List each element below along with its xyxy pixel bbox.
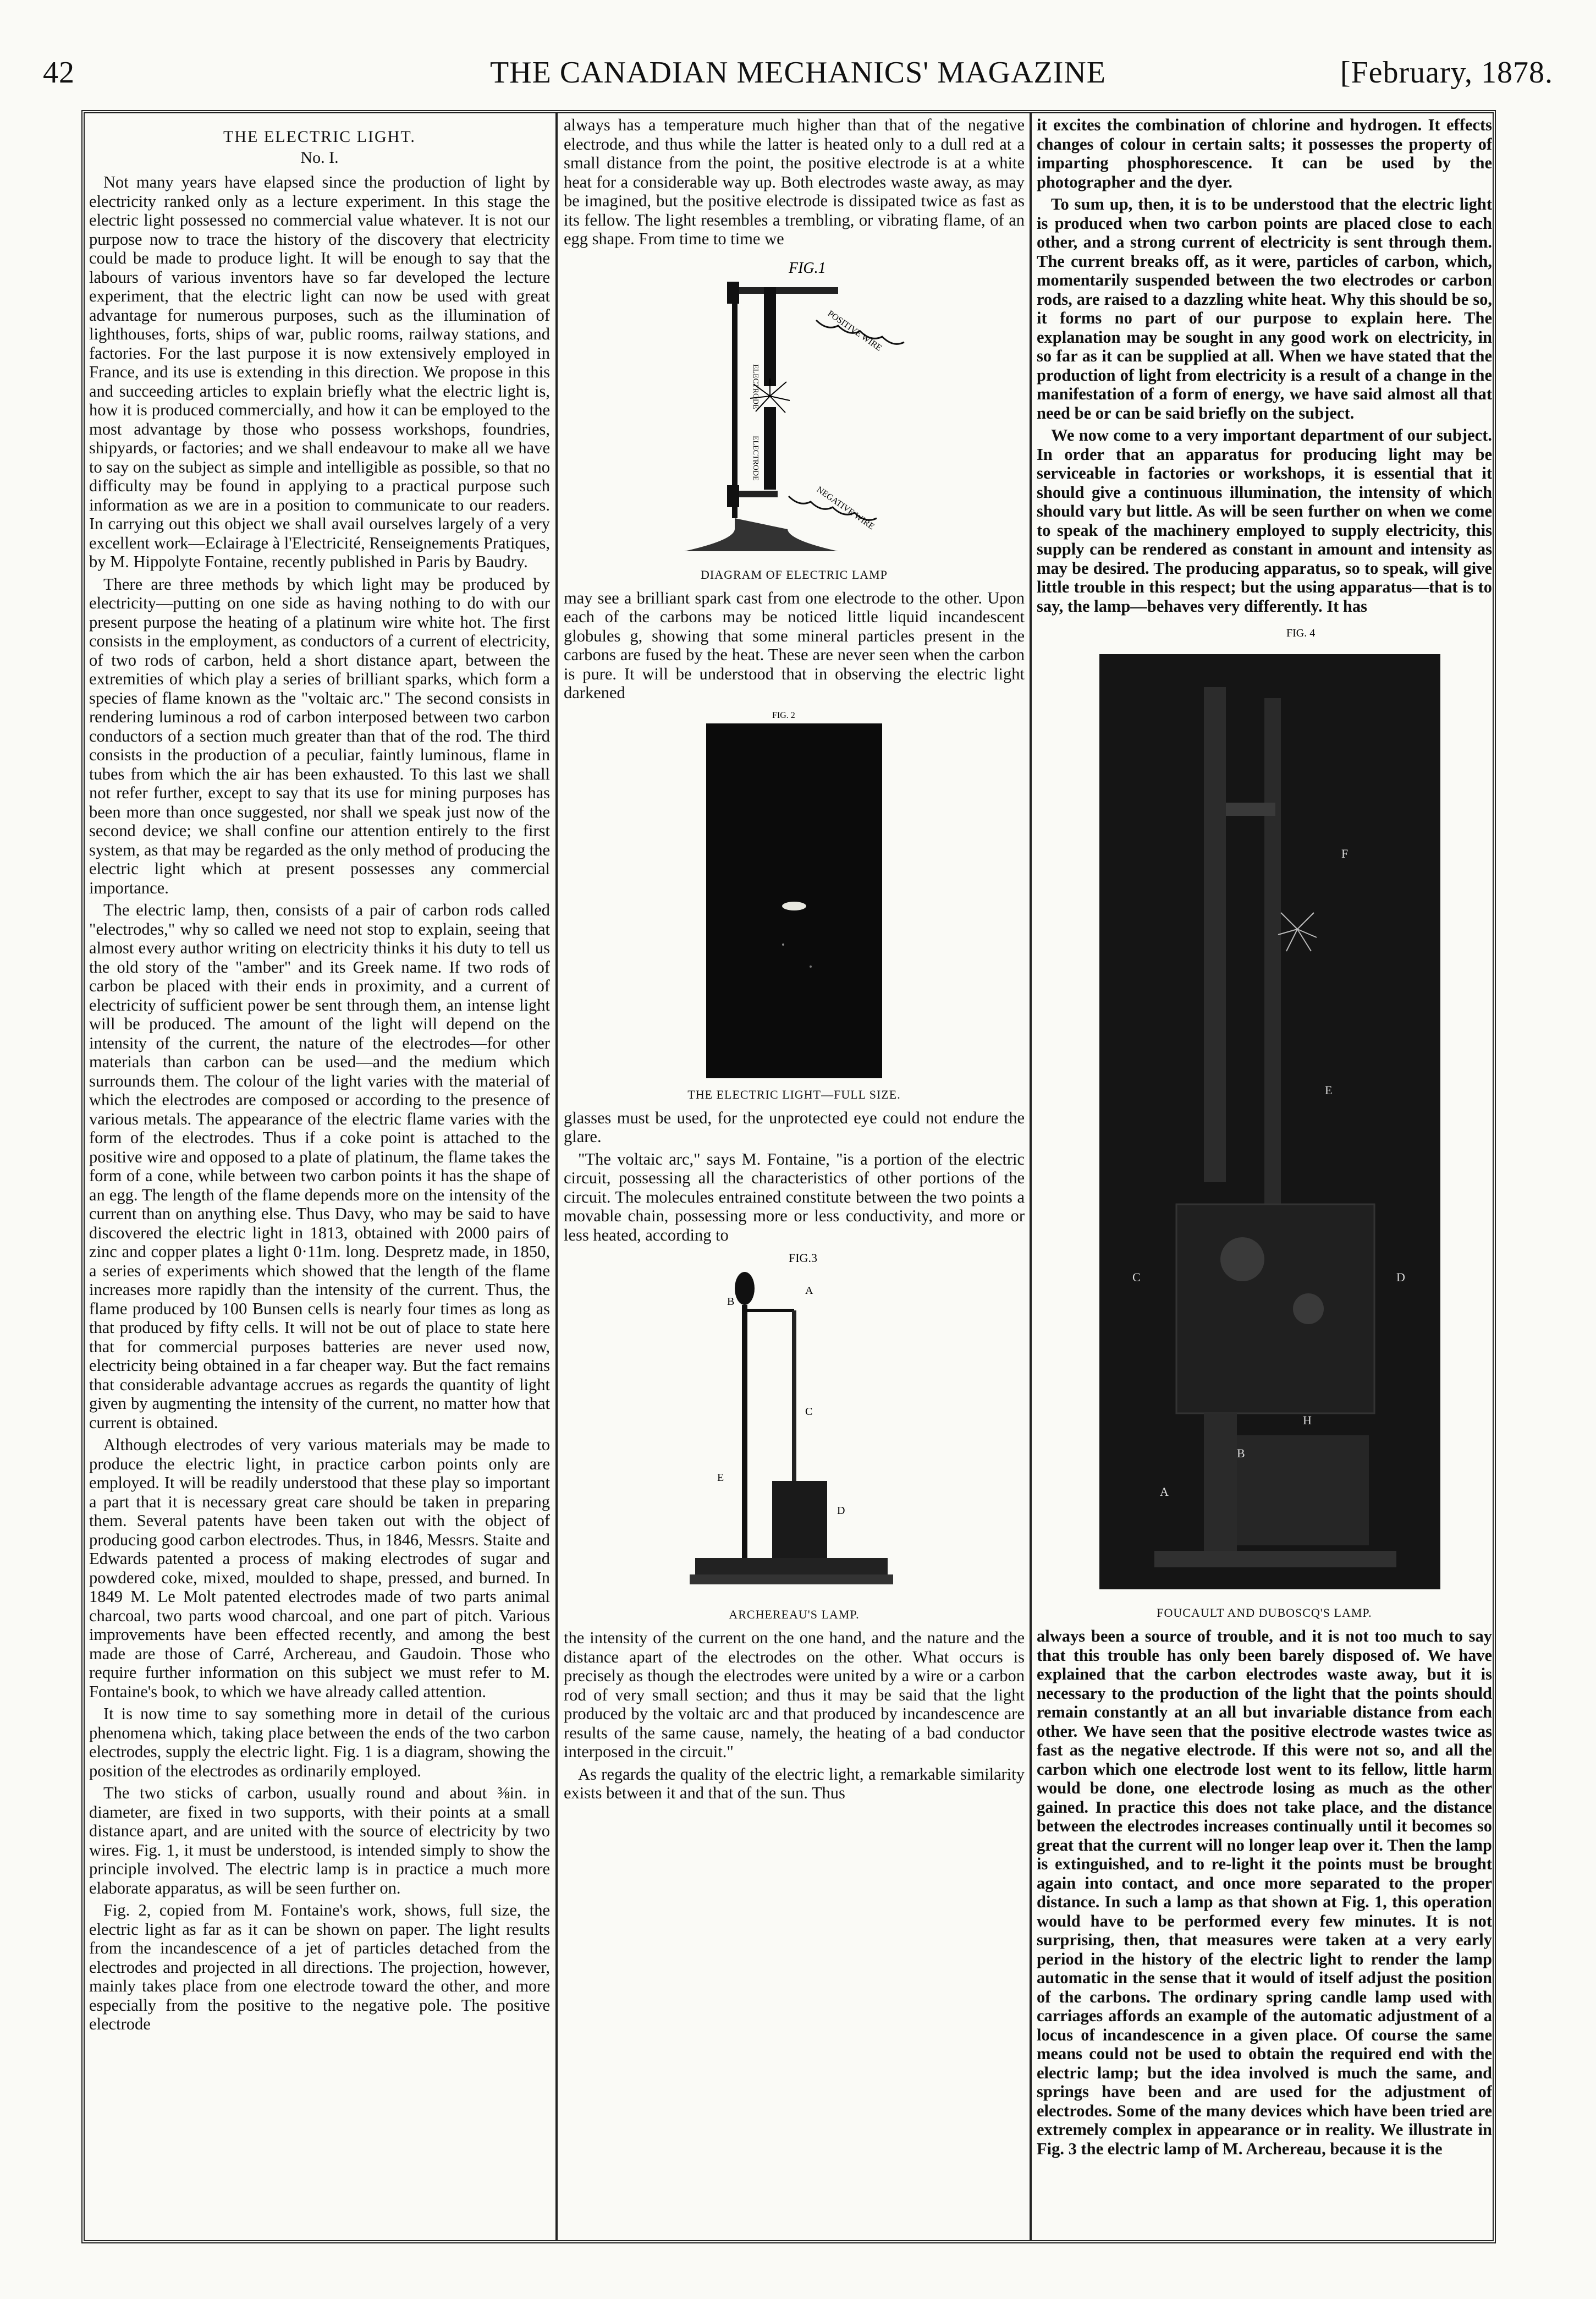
fig4-letter: A xyxy=(1160,1485,1169,1499)
fig2-label: FIG. 2 xyxy=(772,710,795,720)
column-rule xyxy=(555,113,558,2241)
column-2 xyxy=(564,116,1025,2239)
paragraph: may see a brilliant spark cast from one electrode to the other. Upon each of the carbons may be noticed little liquid incandescent globules g, showing that some mineral particles present in the carbons are fused by the heat. These are never seen when the carbon is pure. It will be understood that in observing the electric light darkened xyxy=(564,588,1025,702)
fig1-positive-wire-label: POSITIVE WIRE xyxy=(825,308,884,353)
paragraph: It is now time to say something more in detail of the curious phenomena which, taking place between the ends of the two carbon electrodes, supply the electric light. Fig. 1 is a diagram, showing the position of the electrodes as ordinarily employed. xyxy=(89,1704,550,1780)
paragraph: We now come to a very important department of our subject. In order that an apparatus for producing light may be serviceable in factories or workshops, it is essential that it should give a continuous illumination, the intensity of which should vary but little. As will be seen further on when we come to speak of the machinery employed to supply electricity, this supply can be rendered as constant in amount and intensity as may be desired. The producing apparatus, so to speak, will give little trouble in this respect; but the using apparatus—that is to say, the lamp—behaves very differently. It has xyxy=(1037,426,1492,616)
paragraph: always been a source of trouble, and it is not too much to say that this trouble has only been barely disposed of. We have explained that the carbon electrodes waste away, but it is necessary to the production of the light that the points should remain constantly at an all but invariable distance from each other. We have seen that the positive electrode wastes twice as fast as the negative electrode. If this were not so, and all the carbon which one electrode lost went to its fellow, little harm would be done, one electrode losing as much as the other gained. In practice this does not take place, and the distance between the electrodes increases continually until it becomes so great that the current will no longer leap over it. Then the lamp is extinguished, and to re-light it the points must be brought again into contact, and once more separated to the proper distance. In such a lamp as that shown at Fig. 1, this operation would have to be performed every few minutes. It is not surprising, then, that measures were taken at a very early period in the history of the electric light to render the lamp automatic in the sense that it would of itself adjust the position of the carbons. The ordinary spring candle lamp used with carriages affords an example of the automatic adjustment of a locus of incandescence in a given place. Of course the same means could not be used to obtain the required end with the electric lamp; but the idea involved is much the same, and springs have been and are used for the adjustment of electrodes. Some of the many devices which have been tried are extremely complex in appearance or in reality. We illustrate in Fig. 3 the electric lamp of M. Archereau, because it is the xyxy=(1037,1627,1492,2158)
issue-date: [February, 1878. xyxy=(1340,56,1553,90)
fig1-caption: DIAGRAM OF ELECTRIC LAMP xyxy=(701,567,888,581)
fig4-caption: FOUCAULT AND DUBOSCQ'S LAMP. xyxy=(1157,1606,1372,1620)
paragraph: "The voltaic arc," says M. Fontaine, "is a portion of the electric circuit, possessing all the characteristics of other portions of the circuit. The molecules entrained constitute between the two points a movable chain, possessing more or less conductivity, and more or less heated, according to xyxy=(564,1149,1025,1244)
paragraph: Although electrodes of very various materials may be made to produce the electric light, in practice carbon points only are employed. It will be readily understood that these play so important a part that it is necessary great care should be taken in preparing them. Several patents have been taken out with the object of producing good carbon electrodes. Thus, in 1846, Messrs. Staite and Edwards patented a process of making electrodes of sugar and powdered coke, mixed, moulded to shape, pressed, and burned. In 1849 M. Le Molt patented electrodes made of two parts animal charcoal, two parts wood charcoal, and one part of pitch. Various improvements have been effected recently, and among the best made are those of Carré, Archereau, and Gaudoin. Those who require further information on this subject we must refer to M. Fontaine's book, to which we have already called attention. xyxy=(89,1435,550,1701)
paragraph: To sum up, then, it is to be understood that the electric light is produced when two carbon points are placed close to each other, and a strong current of electricity is sent through them. The current breaks off, as it were, particles of carbon, which, momentarily suspended between the two electrodes or carbon rods, are raised to a dazzling white heat. Why this should be so, it forms no part of our purpose to explain here. The explanation may be sought in any good work on electricity, in so far as it can be supplied at all. When we have stated that the production of light from electricity is a result of a change in the manifestation of a form of energy, we have said almost all that need be or can be said briefly on the subject. xyxy=(1037,195,1492,423)
fig1-label: FIG.1 xyxy=(789,259,826,277)
fig2-caption: THE ELECTRIC LIGHT—FULL SIZE. xyxy=(687,1087,901,1101)
fig4-letter: D xyxy=(1396,1270,1405,1284)
column-rule xyxy=(1030,113,1032,2241)
fig3-label: FIG.3 xyxy=(789,1251,817,1265)
paragraph: There are three methods by which light may be produced by electricity—putting on one side as having nothing to do with our present purpose the heating of a platinum wire white hot. The first consists in the employment, as conductors of a current of electricity, of two rods of carbon, held a short distance apart, between the extremities of which play a series of brilliant sparks, which form a species of flame known as the "voltaic arc." The second consists in rendering luminous a rod of carbon interposed between two carbon conductors of a section much greater than that of the rod. The third consists in the production of a peculiar, faintly luminous, flame in tubes from which the air has been exhausted. To this last we shall not refer further, except to say that its use for mining purposes has been more than once suggested, nor shall we speak just now of the second device; we shall confine our attention entirely to the first system, as that may be regarded as the only method of producing the electric light which at present possesses any commercial importance. xyxy=(89,574,550,897)
figure-1 xyxy=(651,254,937,562)
fig1-diagram xyxy=(651,254,937,562)
fig3-letter: D xyxy=(837,1505,845,1517)
paragraph: Not many years have elapsed since the production of light by electricity ranked only as a lecture experiment. In this stage the electric light possessed no commercial value whatever. It is not our purpose now to trace the history of the discovery that electricity could be made to produce light. It will be enough to say that the labours of various inventors have so far developed the lecture experiment, that the electric light can now be used with great advantage for numerous purposes, such as the illumination of lighthouses, forts, ships of war, public rooms, railway stations, and factories. For the last purpose it is now extensively employed in France, and its use is extending in this direction. We propose in this and succeeding articles to explain briefly what the electric light is, how it is produced commercially, and how it can be employed to the most advantage by those who possess workshops, foundries, shipyards, or factories; and we shall endeavour to make all we have to say on the subject as simple and intelligible as possible, so that no difficulty may be found in applying to a practical purpose such information as we are in a position to communicate to our readers. In carrying out this object we shall avail ourselves largely of a very excellent work—Eclairage à l'Electricité, Renseignements Pratiques, by M. Hippolyte Fontaine, recently published in Paris by Baudry. xyxy=(89,173,550,571)
magazine-title: THE CANADIAN MECHANICS' MAGAZINE xyxy=(489,56,1107,90)
fig1-electrode-label: ELECTRODE xyxy=(751,364,760,409)
fig2-image xyxy=(690,708,899,1082)
fig4-label: FIG. 4 xyxy=(1286,627,1316,639)
figure-3 xyxy=(662,1250,926,1602)
column-3 xyxy=(1037,116,1492,2239)
page-number: 42 xyxy=(43,56,75,90)
fig4-letter: F xyxy=(1341,847,1349,860)
column-1-text xyxy=(89,173,550,2034)
figure-4 xyxy=(1066,621,1462,1600)
fig3-letter: C xyxy=(805,1406,813,1418)
paragraph: glasses must be used, for the unprotected eye could not endure the glare. xyxy=(564,1108,1025,1146)
fig4-letter: H xyxy=(1303,1413,1312,1427)
paragraph: the intensity of the current on the one hand, and the nature and the distance apart of the electrodes on the other. What occurs is precisely as though the electrodes were united by a wire or a carbon rod of very small section; and thus it may be said that the light produced by the voltaic arc and that produced by incandescence are results of the same cause, namely, the heating of a bad conductor interposed in the circuit." xyxy=(564,1628,1025,1761)
column-1 xyxy=(89,116,550,2239)
paragraph: Fig. 2, copied from M. Fontaine's work, shows, full size, the electric light as far as it can be shown on paper. The light results from the incandescence of a jet of particles detached from the electrodes and projected in all directions. The projection, however, mainly takes place from one electrode toward the other, and more especially from the positive to the negative pole. The positive electrode xyxy=(89,1901,550,2033)
fig1-electrode-label: ELECTRODE xyxy=(751,435,760,481)
fig4-letter: E xyxy=(1325,1083,1333,1097)
fig4-letter: C xyxy=(1132,1270,1141,1284)
fig3-letter: A xyxy=(805,1285,813,1297)
fig4-diagram xyxy=(1066,621,1462,1600)
figure-2 xyxy=(690,708,899,1082)
article-title: THE ELECTRIC LIGHT. xyxy=(223,128,416,146)
page-header xyxy=(43,55,1553,99)
fig1-negative-wire-label: NEGATIVE WIRE xyxy=(814,484,876,531)
paragraph: As regards the quality of the electric light, a remarkable similarity exists between it and that of the sun. Thus xyxy=(564,1764,1025,1802)
fig3-caption: ARCHEREAU'S LAMP. xyxy=(729,1607,860,1621)
paragraph: The two sticks of carbon, usually round and about ⅜in. in diameter, are fixed in two supports, with their points at a small distance apart, and are united with the source of electricity by two wires. Fig. 1, it must be understood, is intended simply to show the principle involved. The electric lamp is in practice a much more elaborate apparatus, as will be seen further on. xyxy=(89,1784,550,1897)
paragraph: it excites the combination of chlorine and hydrogen. It effects changes of colour in certain salts; it possesses the property of imparting phosphorescence. It can be used by the photographer and the dyer. xyxy=(1037,116,1492,191)
article-number: No. I. xyxy=(300,149,339,167)
fig4-letter: B xyxy=(1237,1446,1245,1460)
fig3-letter: B xyxy=(727,1296,735,1308)
fig3-diagram xyxy=(662,1250,926,1602)
paragraph: always has a temperature much higher than that of the negative electrode, and thus while the latter is heated only to a dull red at a small distance from the point, the positive electrode is at a white heat for a considerable way up. Both electrodes waste away, as may be imagined, but the positive electrode is dissipated twice as fast as its fellow. The light resembles a trembling, or vibrating flame, of an egg shape. From time to time we xyxy=(564,116,1025,248)
paragraph: The electric lamp, then, consists of a pair of carbon rods called "electrodes," why so called we need not stop to explain, seeing that almost every author writing on electricity thinks it his duty to tell us the old story of the "amber" and its Greek name. If two rods of carbon be placed with their ends in proximity, and a current of electricity of sufficient power be sent through them, an intense light will be produced. The amount of the light will depend on the intensity of the current, the nature of the electrodes—for other materials than carbon can be used—and the medium which surrounds them. The colour of the light varies with the material of which the electrodes are composed or according to the presence of various metals. The appearance of the electric flame varies with the form of the electrodes. Thus if a coke point is attached to the positive wire and opposed to a plate of platinum, the flame takes the form of a cone, while between two carbon points it has the shape of an egg. The length of the flame depends more on the intensity of the current than on anything else. Thus Davy, who may be said to have discovered the electric light in 1813, obtained with 2000 pairs of zinc and copper plates a light 0·11m. long. Despretz made, in 1850, a series of experiments which showed that the length of the flame increases more rapidly than the intensity of the current. Thus, the flame produced by 100 Bunsen cells is nearly four times as long as that produced by fifty cells. It will not be out of place to state here that for commercial purposes batteries are never used now, electricity being obtained in a far cheaper way. But the fact remains that considerable advantage accrues as regards the quantity of light given by augmenting the intensity of the current, no matter how that current is obtained. xyxy=(89,901,550,1432)
fig3-letter: E xyxy=(717,1472,724,1484)
